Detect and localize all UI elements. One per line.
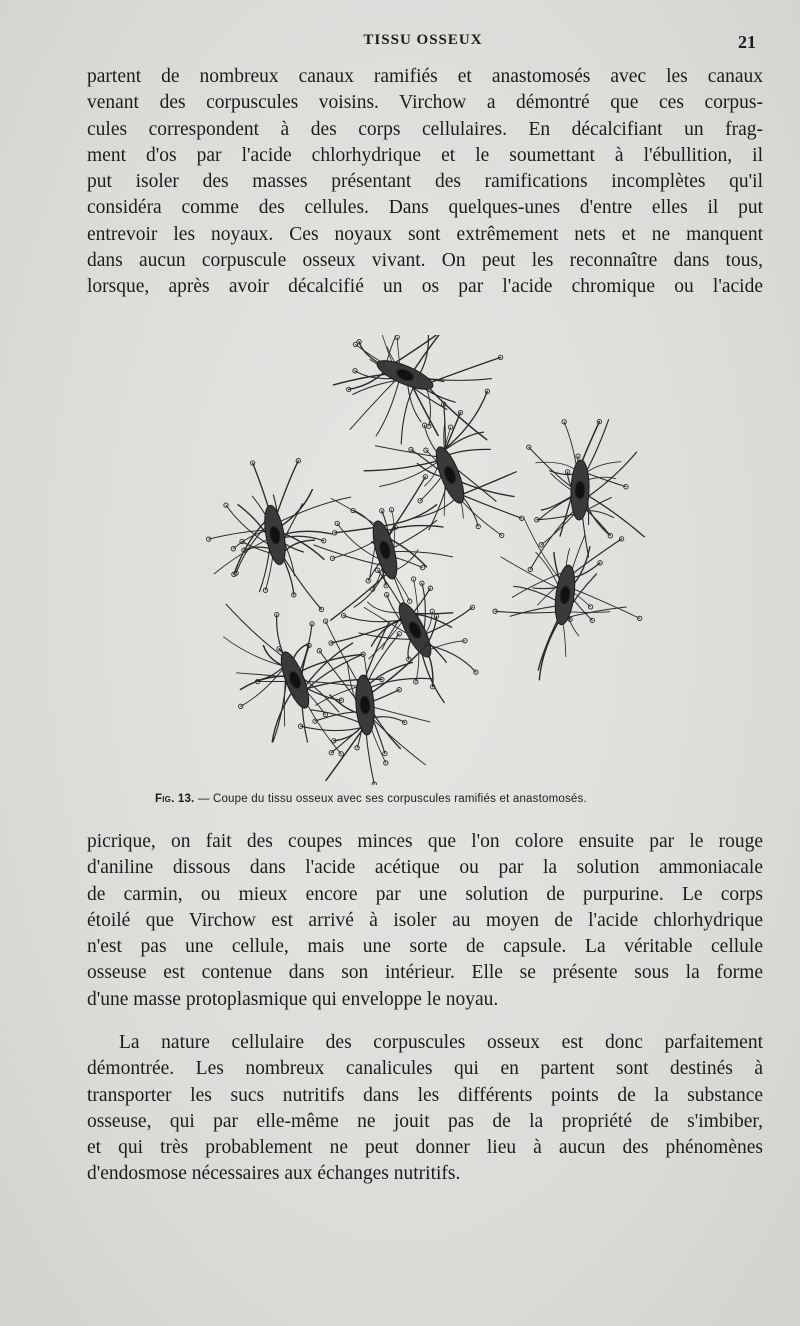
- text-line: d'une masse protoplasmique qui enveloppe le noyau.: [87, 988, 499, 1010]
- text-line: entrevoir les noyaux. Ces noyaux sont extrêmement nets et ne manquent: [87, 223, 763, 245]
- paragraph-top: [87, 64, 763, 301]
- text-line: n'est pas une cellule, mais une sorte de capsule. La véritable cellule: [87, 936, 763, 958]
- paragraph-bottom: [87, 829, 763, 1013]
- running-head-title: TISSU OSSEUX: [363, 32, 483, 48]
- figure-bone-tissue-illustration: [170, 335, 670, 785]
- text-line: de carmin, ou mieux encore par une solution de purpurine. Le corps: [87, 883, 763, 905]
- running-head: [0, 32, 800, 54]
- text-line: put isoler des masses présentant des ramifications incomplètes qu'il: [87, 171, 763, 193]
- text-line: et qui très probablement ne peut donner lieu à aucun des phénomènes: [87, 1137, 763, 1159]
- text-line: considéra comme des cellules. Dans quelques-unes d'entre elles il put: [87, 197, 763, 219]
- page-number: 21: [738, 32, 756, 52]
- text-line: lorsque, après avoir décalcifié un os par l'acide chromique ou l'acide: [87, 276, 763, 298]
- bone-corpuscles-drawing: [170, 335, 670, 785]
- text-line: transporter les sucs nutritifs dans les différents points de la substance: [87, 1084, 763, 1106]
- text-line: partent de nombreux canaux ramifiés et anastomosés avec les canaux: [87, 66, 763, 87]
- figure-caption: [155, 793, 715, 805]
- figure-caption-text: — Coupe du tissu osseux avec ses corpuscules ramifiés et anastomosés.: [197, 793, 587, 805]
- text-line: venant des corpuscules voisins. Virchow a démontré que ces corpus-: [87, 92, 763, 114]
- text-line: étoilé que Virchow est arrivé à isoler au moyen de l'acide chlorhydrique: [87, 909, 763, 931]
- text-line: dans aucun corpuscule osseux vivant. On peut les reconnaître dans tous,: [87, 250, 763, 272]
- paragraph-final: [87, 1030, 763, 1188]
- text-line: osseuse, qui par elle-même ne jouit pas de la propriété de s'imbiber,: [87, 1110, 763, 1132]
- text-line: d'endosmose nécessaires aux échanges nutritifs.: [87, 1163, 461, 1185]
- text-line: La nature cellulaire des corpuscules osseux est donc parfaitement: [119, 1032, 763, 1053]
- text-line: cules correspondent à des corps cellulaires. En décalcifiant un frag-: [87, 118, 763, 140]
- figure-label: Fig. 13.: [155, 793, 195, 805]
- text-line: démontrée. Les nombreux canalicules qui en partent sont destinés à: [87, 1058, 763, 1080]
- text-line: ment d'os par l'acide chlorhydrique et le soumettant à l'ébullition, il: [87, 144, 763, 166]
- text-line: picrique, on fait des coupes minces que l'on colore ensuite par le rouge: [87, 831, 763, 852]
- text-line: osseuse est contenue dans son intérieur. Elle se présente sous la forme: [87, 962, 763, 984]
- text-line: d'aniline dissous dans l'acide acétique ou par la solution ammoniacale: [87, 857, 763, 879]
